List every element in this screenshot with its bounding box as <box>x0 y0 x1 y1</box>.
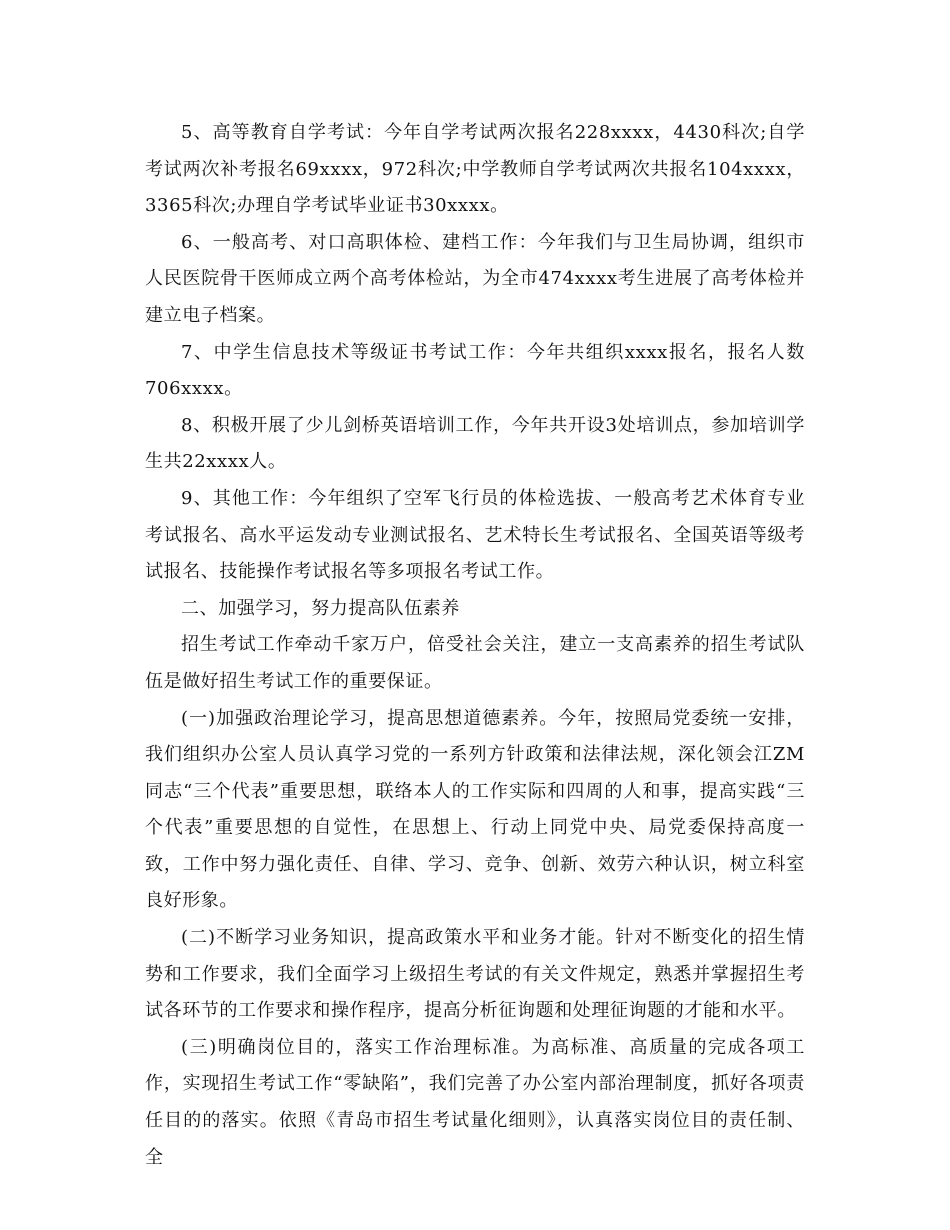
subsection-2: (二)不断学习业务知识，提高政策水平和业务才能。针对不断变化的招生情势和工作要求，我们全面学习上级招生考试的有关文件规定，熟悉并掌握招生考试各环节的工作要求和操作程序，提高分析征询题和处理征询题的才能和水平。 <box>145 927 805 1022</box>
section-intro: 招生考试工作牵动千家万户，倍受社会关注，建立一支高素养的招生考试队伍是做好招生考试工作的重要保证。 <box>145 634 805 692</box>
paragraph-item-5: 5、高等教育自学考试：今年自学考试两次报名228xxxx，4430科次;自学考试两次补考报名69xxxx，972科次;中学教师自学考试两次共报名104xxxx，3365科次;办理自学考试毕业证书30xxxx。 <box>145 122 805 217</box>
section-heading-2: 二、加强学习，努力提高队伍素养 <box>181 597 460 619</box>
subsection-3: (三)明确岗位目的，落实工作治理标准。为高标准、高质量的完成各项工作，实现招生考试工作“零缺陷”，我们完善了办公室内部治理制度，抓好各项责任目的的落实。依照《青岛市招生考试量化细则》，认真落实岗位目的责任制、全 <box>145 1036 805 1168</box>
paragraph-item-7: 7、中学生信息技术等级证书考试工作：今年共组织xxxx报名，报名人数706xxxx。 <box>145 341 805 400</box>
subsection-1: (一)加强政治理论学习，提高思想道德素养。今年，按照局党委统一安排，我们组织办公室人员认真学习党的一系列方针政策和法律法规，深化领会江ZM同志“三个代表”重要思想，联络本人的工作实际和四周的人和事，提高实践“三个代表”重要思想的自觉性，在思想上、行动上同党中央、局党委保持高度一致，工作中努力强化责任、自律、学习、竞争、创新、效劳六种认识，树立科室良好形象。 <box>145 707 805 912</box>
paragraph-item-6: 6、一般高考、对口高职体检、建档工作：今年我们与卫生局协调，组织市人民医院骨干医师成立两个高考体检站，为全市474xxxx考生进展了高考体检并建立电子档案。 <box>145 231 805 326</box>
paragraph-item-8: 8、积极开展了少儿剑桥英语培训工作，今年共开设3处培训点，参加培训学生共22xxxx人。 <box>145 414 805 473</box>
document-body <box>145 115 805 1176</box>
paragraph-item-9: 9、其他工作：今年组织了空军飞行员的体检选拔、一般高考艺术体育专业考试报名、高水平运发动专业测试报名、艺术特长生考试报名、全国英语等级考试报名、技能操作考试报名等多项报名考试工作。 <box>145 487 805 583</box>
